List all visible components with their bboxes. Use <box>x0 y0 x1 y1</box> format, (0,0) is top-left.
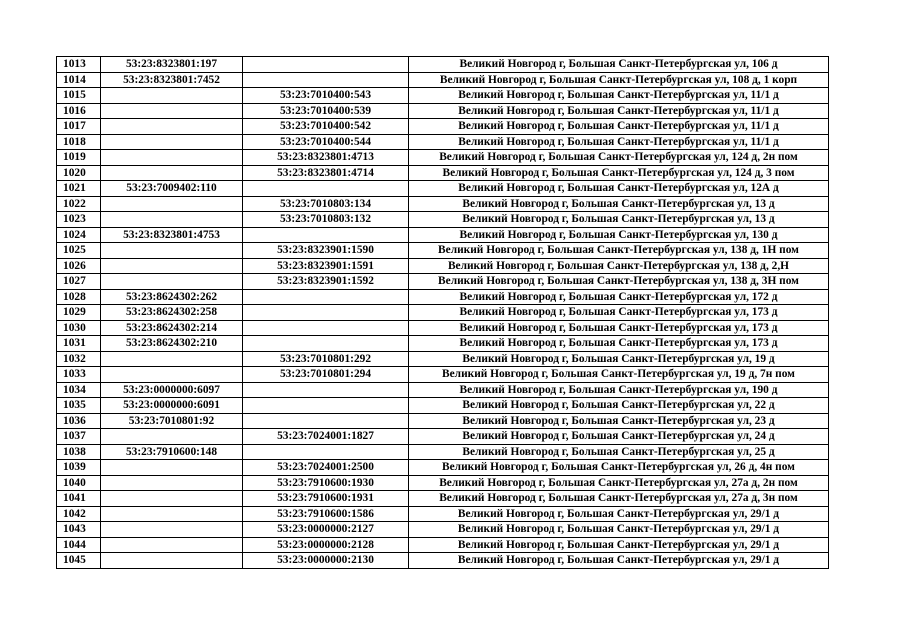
address-cell: Великий Новгород г, Большая Санкт-Петербургская ул, 26 д, 4н пом <box>409 460 829 476</box>
table-body <box>57 57 829 569</box>
cadastral-number-alt-cell: 53:23:7010801:294 <box>243 367 409 383</box>
address-cell: Великий Новгород г, Большая Санкт-Петербургская ул, 11/1 д <box>409 103 829 119</box>
cadastral-number-cell: 53:23:8323801:7452 <box>101 72 243 88</box>
table-row <box>57 134 829 150</box>
table-row <box>57 119 829 135</box>
address-cell: Великий Новгород г, Большая Санкт-Петербургская ул, 11/1 д <box>409 134 829 150</box>
cadastral-number-alt-cell: 53:23:8323901:1590 <box>243 243 409 259</box>
address-cell: Великий Новгород г, Большая Санкт-Петербургская ул, 173 д <box>409 320 829 336</box>
cadastral-number-cell: 53:23:8323801:197 <box>101 57 243 73</box>
address-cell: Великий Новгород г, Большая Санкт-Петербургская ул, 124 д, 2н пом <box>409 150 829 166</box>
cadastral-number-cell <box>101 491 243 507</box>
address-cell: Великий Новгород г, Большая Санкт-Петербургская ул, 29/1 д <box>409 522 829 538</box>
cadastral-number-alt-cell <box>243 382 409 398</box>
cadastral-number-cell <box>101 522 243 538</box>
table-row <box>57 506 829 522</box>
row-number-cell: 1045 <box>57 553 101 569</box>
cadastral-number-alt-cell: 53:23:7024001:2500 <box>243 460 409 476</box>
row-number-cell: 1027 <box>57 274 101 290</box>
table-row <box>57 274 829 290</box>
table-row <box>57 444 829 460</box>
address-cell: Великий Новгород г, Большая Санкт-Петербургская ул, 11/1 д <box>409 88 829 104</box>
cadastral-number-cell <box>101 537 243 553</box>
cadastral-number-alt-cell: 53:23:8323801:4713 <box>243 150 409 166</box>
table-row <box>57 522 829 538</box>
cadastral-number-alt-cell: 53:23:8323901:1592 <box>243 274 409 290</box>
row-number-cell: 1038 <box>57 444 101 460</box>
address-cell: Великий Новгород г, Большая Санкт-Петербургская ул, 29/1 д <box>409 553 829 569</box>
row-number-cell: 1041 <box>57 491 101 507</box>
cadastral-number-alt-cell: 53:23:7010400:543 <box>243 88 409 104</box>
cadastral-number-cell <box>101 150 243 166</box>
address-cell: Великий Новгород г, Большая Санкт-Петербургская ул, 173 д <box>409 305 829 321</box>
table-row <box>57 289 829 305</box>
table-row <box>57 398 829 414</box>
table-row <box>57 367 829 383</box>
table-row <box>57 537 829 553</box>
cadastral-number-cell: 53:23:8323801:4753 <box>101 227 243 243</box>
cadastral-number-alt-cell: 53:23:7010400:544 <box>243 134 409 150</box>
cadastral-number-cell <box>101 506 243 522</box>
row-number-cell: 1030 <box>57 320 101 336</box>
address-cell: Великий Новгород г, Большая Санкт-Петербургская ул, 138 д, 3Н пом <box>409 274 829 290</box>
cadastral-number-cell <box>101 460 243 476</box>
cadastral-number-cell <box>101 258 243 274</box>
cadastral-number-cell <box>101 475 243 491</box>
cadastral-number-cell <box>101 367 243 383</box>
row-number-cell: 1035 <box>57 398 101 414</box>
table-row <box>57 491 829 507</box>
cadastral-number-cell: 53:23:0000000:6091 <box>101 398 243 414</box>
cadastral-number-alt-cell <box>243 305 409 321</box>
table-row <box>57 88 829 104</box>
address-cell: Великий Новгород г, Большая Санкт-Петербургская ул, 29/1 д <box>409 537 829 553</box>
row-number-cell: 1042 <box>57 506 101 522</box>
address-cell: Великий Новгород г, Большая Санкт-Петербургская ул, 138 д, 1Н пом <box>409 243 829 259</box>
cadastral-number-cell: 53:23:0000000:6097 <box>101 382 243 398</box>
table-row <box>57 429 829 445</box>
cadastral-number-alt-cell: 53:23:8323901:1591 <box>243 258 409 274</box>
address-cell: Великий Новгород г, Большая Санкт-Петербургская ул, 13 д <box>409 212 829 228</box>
table-row <box>57 382 829 398</box>
row-number-cell: 1044 <box>57 537 101 553</box>
address-cell: Великий Новгород г, Большая Санкт-Петербургская ул, 19 д <box>409 351 829 367</box>
cadastral-number-cell <box>101 351 243 367</box>
row-number-cell: 1017 <box>57 119 101 135</box>
address-cell: Великий Новгород г, Большая Санкт-Петербургская ул, 13 д <box>409 196 829 212</box>
cadastral-number-cell: 53:23:8624302:258 <box>101 305 243 321</box>
cadastral-number-alt-cell: 53:23:7010803:134 <box>243 196 409 212</box>
row-number-cell: 1015 <box>57 88 101 104</box>
address-cell: Великий Новгород г, Большая Санкт-Петербургская ул, 124 д, 3 пом <box>409 165 829 181</box>
cadastral-number-cell <box>101 274 243 290</box>
cadastral-number-alt-cell <box>243 289 409 305</box>
table-row <box>57 460 829 476</box>
cadastral-number-alt-cell: 53:23:0000000:2128 <box>243 537 409 553</box>
row-number-cell: 1031 <box>57 336 101 352</box>
cadastral-number-cell <box>101 134 243 150</box>
row-number-cell: 1022 <box>57 196 101 212</box>
cadastral-number-alt-cell: 53:23:0000000:2130 <box>243 553 409 569</box>
table-row <box>57 258 829 274</box>
row-number-cell: 1014 <box>57 72 101 88</box>
cadastral-number-cell: 53:23:7010801:92 <box>101 413 243 429</box>
row-number-cell: 1016 <box>57 103 101 119</box>
row-number-cell: 1021 <box>57 181 101 197</box>
table-row <box>57 413 829 429</box>
address-cell: Великий Новгород г, Большая Санкт-Петербургская ул, 25 д <box>409 444 829 460</box>
cadastral-number-cell <box>101 119 243 135</box>
address-cell: Великий Новгород г, Большая Санкт-Петербургская ул, 22 д <box>409 398 829 414</box>
row-number-cell: 1018 <box>57 134 101 150</box>
cadastral-number-alt-cell: 53:23:7910600:1586 <box>243 506 409 522</box>
row-number-cell: 1020 <box>57 165 101 181</box>
cadastral-number-alt-cell: 53:23:7910600:1931 <box>243 491 409 507</box>
row-number-cell: 1013 <box>57 57 101 73</box>
cadastral-number-alt-cell: 53:23:0000000:2127 <box>243 522 409 538</box>
row-number-cell: 1019 <box>57 150 101 166</box>
table-row <box>57 320 829 336</box>
row-number-cell: 1039 <box>57 460 101 476</box>
cadastral-number-alt-cell: 53:23:7024001:1827 <box>243 429 409 445</box>
address-cell: Великий Новгород г, Большая Санкт-Петербургская ул, 24 д <box>409 429 829 445</box>
cadastral-number-cell <box>101 196 243 212</box>
cadastral-number-cell <box>101 103 243 119</box>
row-number-cell: 1034 <box>57 382 101 398</box>
row-number-cell: 1040 <box>57 475 101 491</box>
address-cell: Великий Новгород г, Большая Санкт-Петербургская ул, 108 д, 1 корп <box>409 72 829 88</box>
table-row <box>57 351 829 367</box>
table-row <box>57 57 829 73</box>
row-number-cell: 1023 <box>57 212 101 228</box>
row-number-cell: 1036 <box>57 413 101 429</box>
cadastral-number-alt-cell: 53:23:7010803:132 <box>243 212 409 228</box>
table-row <box>57 475 829 491</box>
row-number-cell: 1029 <box>57 305 101 321</box>
row-number-cell: 1037 <box>57 429 101 445</box>
cadastral-number-alt-cell <box>243 444 409 460</box>
address-cell: Великий Новгород г, Большая Санкт-Петербургская ул, 29/1 д <box>409 506 829 522</box>
row-number-cell: 1026 <box>57 258 101 274</box>
cadastral-number-alt-cell <box>243 227 409 243</box>
table-row <box>57 150 829 166</box>
row-number-cell: 1032 <box>57 351 101 367</box>
cadastral-number-cell <box>101 88 243 104</box>
address-cell: Великий Новгород г, Большая Санкт-Петербургская ул, 19 д, 7н пом <box>409 367 829 383</box>
cadastral-number-cell: 53:23:8624302:262 <box>101 289 243 305</box>
cadastral-number-cell: 53:23:7910600:148 <box>101 444 243 460</box>
cadastral-number-alt-cell: 53:23:7010400:542 <box>243 119 409 135</box>
table-row <box>57 181 829 197</box>
table-row <box>57 336 829 352</box>
cadastral-number-cell <box>101 429 243 445</box>
address-cell: Великий Новгород г, Большая Санкт-Петербургская ул, 11/1 д <box>409 119 829 135</box>
address-cell: Великий Новгород г, Большая Санкт-Петербургская ул, 130 д <box>409 227 829 243</box>
cadastral-number-alt-cell: 53:23:7010801:292 <box>243 351 409 367</box>
cadastral-number-alt-cell <box>243 72 409 88</box>
cadastral-number-cell <box>101 212 243 228</box>
address-cell: Великий Новгород г, Большая Санкт-Петербургская ул, 190 д <box>409 382 829 398</box>
cadastral-number-cell <box>101 165 243 181</box>
table-row <box>57 165 829 181</box>
row-number-cell: 1024 <box>57 227 101 243</box>
cadastral-number-alt-cell <box>243 57 409 73</box>
cadastral-number-alt-cell <box>243 320 409 336</box>
address-cell: Великий Новгород г, Большая Санкт-Петербургская ул, 172 д <box>409 289 829 305</box>
table-row <box>57 103 829 119</box>
table-row <box>57 553 829 569</box>
cadastral-number-cell <box>101 553 243 569</box>
address-cell: Великий Новгород г, Большая Санкт-Петербургская ул, 23 д <box>409 413 829 429</box>
cadastral-number-alt-cell: 53:23:8323801:4714 <box>243 165 409 181</box>
cadastral-number-alt-cell <box>243 181 409 197</box>
cadastral-number-alt-cell <box>243 413 409 429</box>
table-row <box>57 243 829 259</box>
cadastral-number-cell: 53:23:8624302:214 <box>101 320 243 336</box>
address-cell: Великий Новгород г, Большая Санкт-Петербургская ул, 173 д <box>409 336 829 352</box>
address-cell: Великий Новгород г, Большая Санкт-Петербургская ул, 27а д, 2н пом <box>409 475 829 491</box>
table-row <box>57 196 829 212</box>
cadastral-number-alt-cell: 53:23:7010400:539 <box>243 103 409 119</box>
row-number-cell: 1033 <box>57 367 101 383</box>
cadastral-number-alt-cell <box>243 336 409 352</box>
table-row <box>57 212 829 228</box>
row-number-cell: 1043 <box>57 522 101 538</box>
row-number-cell: 1028 <box>57 289 101 305</box>
address-cell: Великий Новгород г, Большая Санкт-Петербургская ул, 106 д <box>409 57 829 73</box>
cadastral-number-cell <box>101 243 243 259</box>
cadastral-number-alt-cell <box>243 398 409 414</box>
address-cell: Великий Новгород г, Большая Санкт-Петербургская ул, 138 д, 2,Н <box>409 258 829 274</box>
address-cell: Великий Новгород г, Большая Санкт-Петербургская ул, 12А д <box>409 181 829 197</box>
table-row <box>57 305 829 321</box>
cadastral-number-alt-cell: 53:23:7910600:1930 <box>243 475 409 491</box>
row-number-cell: 1025 <box>57 243 101 259</box>
table-row <box>57 227 829 243</box>
address-cell: Великий Новгород г, Большая Санкт-Петербургская ул, 27а д, 3н пом <box>409 491 829 507</box>
cadastral-number-cell: 53:23:7009402:110 <box>101 181 243 197</box>
property-table <box>56 56 829 569</box>
cadastral-number-cell: 53:23:8624302:210 <box>101 336 243 352</box>
table-row <box>57 72 829 88</box>
